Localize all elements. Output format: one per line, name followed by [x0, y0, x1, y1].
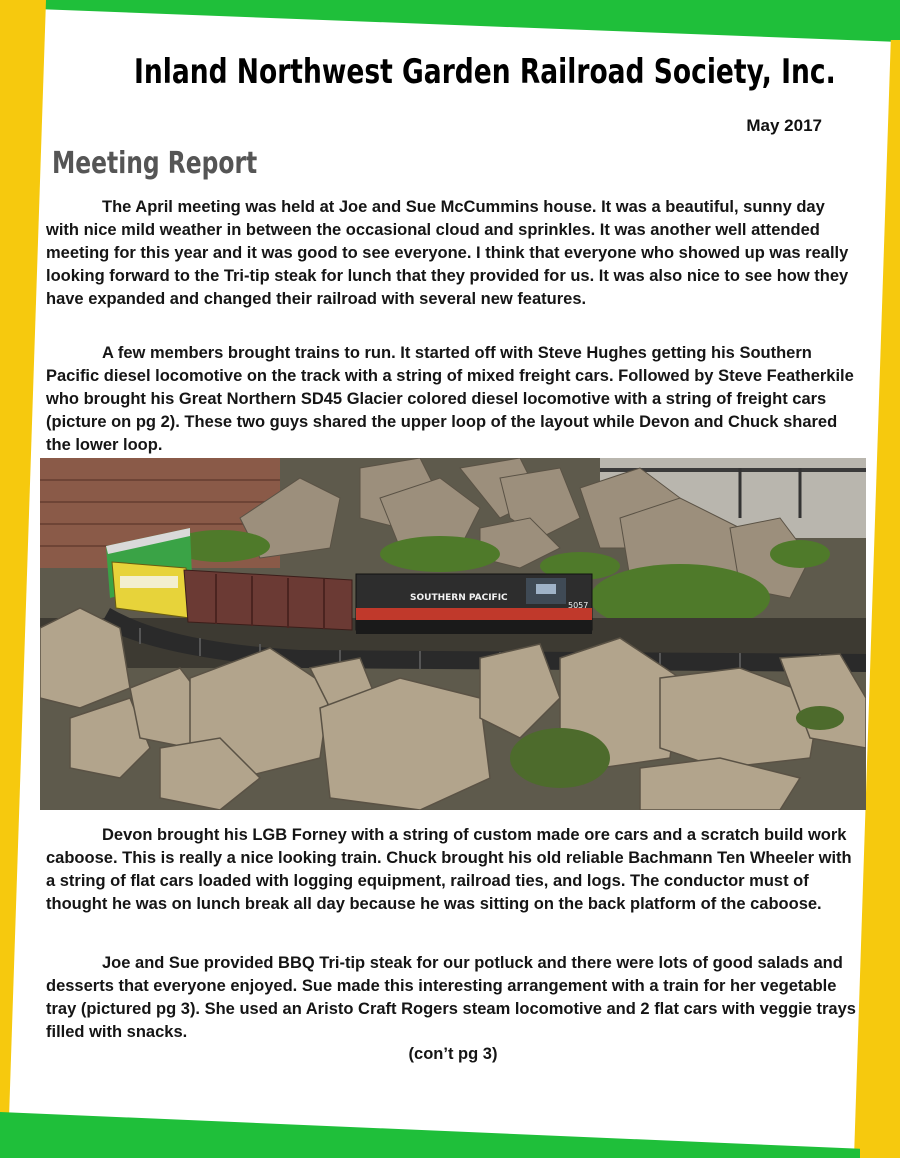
newsletter-title: Inland Northwest Garden Railroad Society, Inc. — [133, 52, 836, 92]
locomotive-lettering: SOUTHERN PACIFIC — [410, 593, 508, 603]
locomotive-number: 5057 — [568, 601, 589, 610]
newsletter-page — [44, 40, 862, 1110]
continued-note: (con’t pg 3) — [408, 1045, 498, 1063]
paragraph-4: Joe and Sue provided BBQ Tri-tip steak for our potluck and there were lots of good salads and desserts that everyone enjoyed. Sue made this interesting arrangement with a train for her vegetable tray (pictured pg 3). She used an Aristo Craft Rogers steam locomotive and 2 flat cars with veggie trays filled with snacks. — [46, 954, 856, 1041]
green-top-border — [20, 0, 900, 42]
garden-railroad-photo — [40, 458, 866, 810]
section-heading: Meeting Report — [52, 146, 258, 181]
paragraph-1: The April meeting was held at Joe and Sue McCummins house. It was a beautiful, sunny day with nice mild weather in between the occasional cloud and sprinkles. It was another well attended meeting for this year and it was good to see everyone. I think that everyone who showed up was really looking forward to the Tri-tip steak for lunch that they provided for us. It was also nice to see how they have expanded and changed their railroad with several new features. — [46, 198, 849, 308]
paragraph-3: Devon brought his LGB Forney with a string of custom made ore cars and a scratch build work caboose. This is really a nice looking train. Chuck brought his old reliable Bachmann Ten Wheeler with a string of flat cars loaded with logging equipment, railroad ties, and logs. The conductor must of thought he was on lunch break all day because he was sitting on the back platform of the caboose. — [46, 826, 852, 913]
green-bottom-border — [0, 1112, 860, 1158]
issue-date: May 2017 — [746, 116, 822, 135]
paragraph-2: A few members brought trains to run. It started off with Steve Hughes getting his Southern Pacific diesel locomotive on the track with a string of mixed freight cars. Followed by Steve Featherkile who brought his Great Northern SD45 Glacier colored diesel locomotive with a string of freight cars (picture on pg 2). These two guys shared the upper loop of the layout while Devon and Chuck shared the lower loop. — [46, 344, 854, 454]
